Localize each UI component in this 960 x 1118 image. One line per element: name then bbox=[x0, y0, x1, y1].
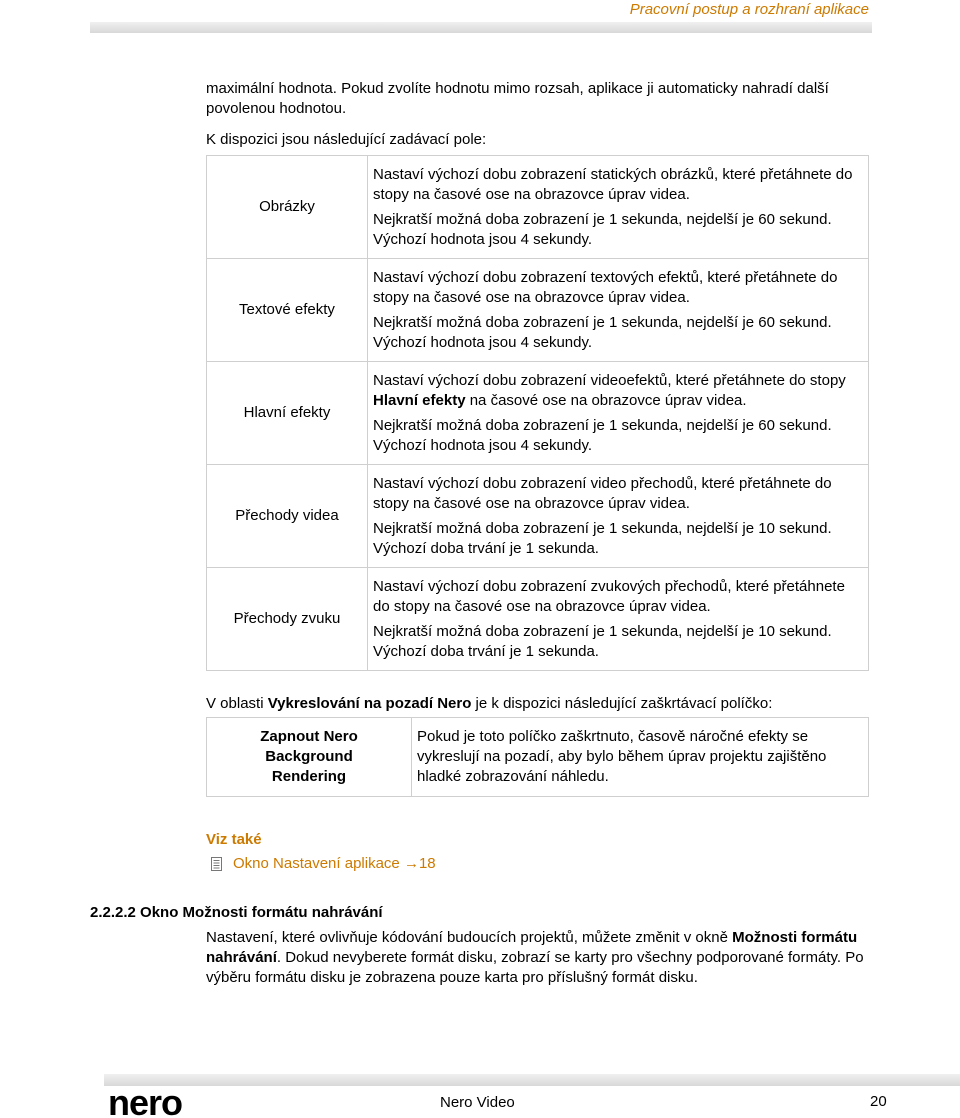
header-title: Pracovní postup a rozhraní aplikace bbox=[629, 1, 869, 18]
field-label: Přechody zvuku bbox=[207, 568, 368, 671]
field-description: Nastaví výchozí dobu zobrazení video přechodů, které přetáhnete do stopy na časové ose na obrazovce úprav videa. bbox=[373, 474, 832, 512]
section-paragraph-part: . Dokud nevyberete formát disku, zobrazí se karty pro všechny podporované formáty. Po výběru formátu disku je zobrazena pouze karta pro příslušný formát disku. bbox=[206, 949, 864, 986]
table-row bbox=[207, 568, 869, 671]
background-intro-bold: Vykreslování na pozadí Nero bbox=[267, 695, 472, 712]
intro-continuation: maximální hodnota. Pokud zvolíte hodnotu mimo rozsah, aplikace ji automaticky nahradí další povolenou hodnotou. bbox=[206, 80, 829, 117]
field-description-part: na časové ose na obrazovce úprav videa. bbox=[465, 391, 747, 409]
field-label: Obrázky bbox=[207, 156, 368, 259]
field-label: Přechody videa bbox=[207, 465, 368, 568]
field-label: Textové efekty bbox=[207, 259, 368, 362]
table-row bbox=[207, 465, 869, 568]
checkbox-description-cell bbox=[412, 718, 869, 797]
field-description-cell bbox=[368, 465, 869, 568]
field-description-cell bbox=[368, 156, 869, 259]
background-intro-part: V oblasti bbox=[206, 695, 268, 712]
see-also-link-page[interactable]: →18 bbox=[403, 855, 436, 872]
field-description-part: Nastaví výchozí dobu zobrazení videoefektů, které přetáhnete do stopy bbox=[373, 371, 846, 389]
field-description-cell bbox=[368, 568, 869, 671]
background-intro-part: je k dispozici následující zaškrtávací políčko: bbox=[471, 695, 773, 712]
field-limits: Nejkratší možná doba zobrazení je 1 sekunda, nejdelší je 60 sekund. Výchozí hodnota jsou 4 sekundy. bbox=[373, 210, 832, 248]
table-row bbox=[207, 718, 869, 797]
nero-logo bbox=[108, 1086, 214, 1118]
field-limits: Nejkratší možná doba zobrazení je 1 sekunda, nejdelší je 10 sekund. Výchozí doba trvání je 1 sekunda. bbox=[373, 622, 832, 660]
field-description-cell bbox=[368, 362, 869, 465]
field-limits: Nejkratší možná doba zobrazení je 1 sekunda, nejdelší je 60 sekund. Výchozí hodnota jsou 4 sekundy. bbox=[373, 313, 832, 351]
field-description: Nastaví výchozí dobu zobrazení zvukových přechodů, které přetáhnete do stopy na časové ose na obrazovce úprav videa. bbox=[373, 577, 845, 615]
field-limits: Nejkratší možná doba zobrazení je 1 sekunda, nejdelší je 10 sekund. Výchozí doba trvání je 1 sekunda. bbox=[373, 519, 832, 557]
table-row bbox=[207, 362, 869, 465]
fields-table bbox=[206, 155, 869, 671]
table-row bbox=[207, 156, 869, 259]
page-number: 20 bbox=[870, 1093, 887, 1110]
footer-bar bbox=[104, 1074, 960, 1086]
fields-intro: K dispozici jsou následující zadávací pole: bbox=[206, 131, 487, 148]
see-also-link[interactable] bbox=[211, 854, 436, 874]
footer-product: Nero Video bbox=[440, 1094, 515, 1111]
field-label: Hlavní efekty bbox=[207, 362, 368, 465]
checkbox-label: Zapnout Nero Background Rendering bbox=[207, 718, 412, 797]
field-description: Nastaví výchozí dobu zobrazení statických obrázků, které přetáhnete do stopy na časové ose na obrazovce úprav videa. bbox=[373, 165, 853, 203]
field-limits: Nejkratší možná doba zobrazení je 1 sekunda, nejdelší je 60 sekund. Výchozí hodnota jsou 4 sekundy. bbox=[373, 416, 832, 454]
field-description bbox=[373, 371, 864, 411]
section-heading: 2.2.2.2 Okno Možnosti formátu nahrávání bbox=[90, 904, 383, 921]
see-also-title: Viz také bbox=[206, 831, 262, 848]
checkbox-description: Pokud je toto políčko zaškrtnuto, časově náročné efekty se vykreslují na pozadí, aby bylo během úprav projektu zajištěno hladké zobrazování náhledu. bbox=[417, 728, 827, 785]
field-description-bold: Hlavní efekty bbox=[373, 391, 466, 409]
field-description-cell bbox=[368, 259, 869, 362]
checkbox-table bbox=[206, 717, 869, 797]
see-also-link-text[interactable]: Okno Nastavení aplikace bbox=[233, 855, 400, 872]
table-row bbox=[207, 259, 869, 362]
nero-logo-text: nero bbox=[108, 1086, 183, 1118]
document-icon bbox=[211, 857, 222, 871]
section-paragraph bbox=[206, 928, 870, 988]
background-intro bbox=[206, 694, 870, 714]
field-description: Nastaví výchozí dobu zobrazení textových efektů, které přetáhnete do stopy na časové ose na obrazovce úprav videa. bbox=[373, 268, 838, 306]
section-paragraph-bold: Možnosti formátu nahrávání bbox=[206, 929, 858, 966]
header-bar bbox=[90, 22, 872, 33]
section-paragraph-part: Nastavení, které ovlivňuje kódování budoucích projektů, můžete změnit v okně bbox=[206, 929, 733, 946]
